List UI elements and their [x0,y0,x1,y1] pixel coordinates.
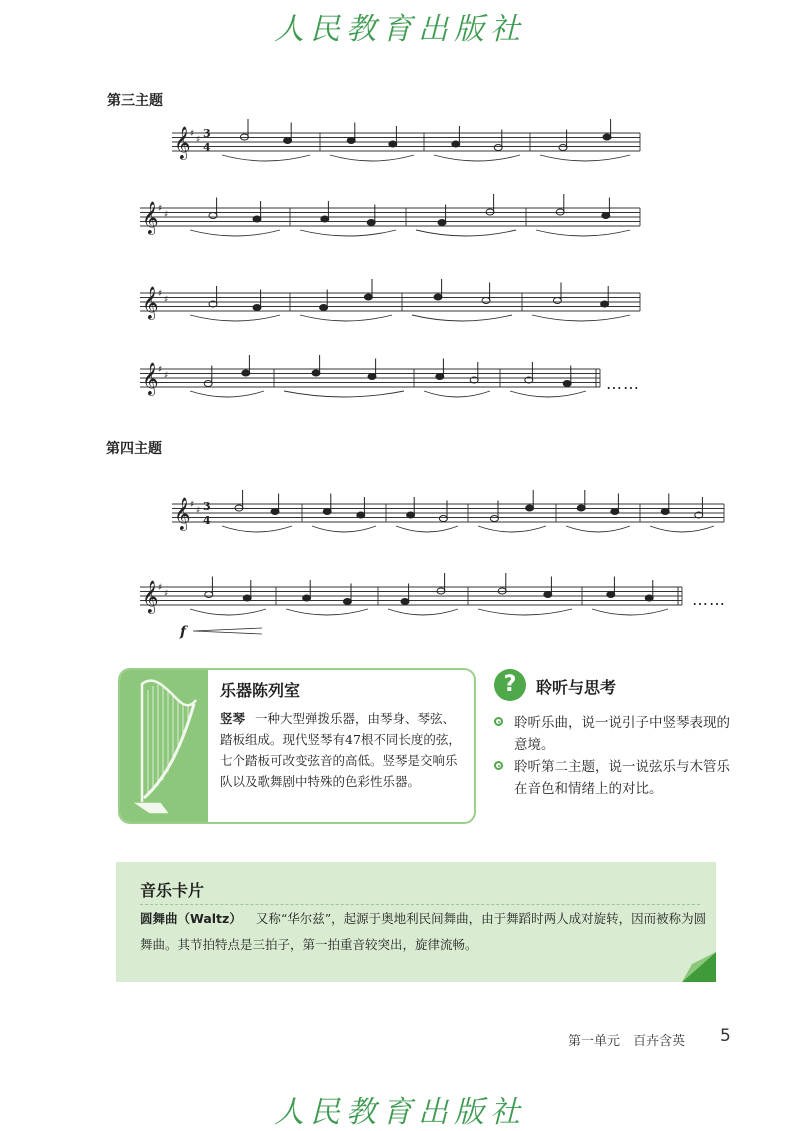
note-head [389,141,397,147]
sharp-icon: ♯ [196,506,201,516]
slur [190,315,280,321]
note-head [205,592,213,598]
note-head [577,505,585,511]
note-head [343,599,351,605]
slur [424,391,490,397]
question-icon: ? [494,669,526,701]
svg-text:4: 4 [203,514,211,527]
slur [650,526,714,532]
music-card-divider [140,904,700,905]
slur [510,391,586,397]
publisher-logo-bottom: 人民教育出版社 [274,1095,526,1130]
note-head [498,588,506,594]
slur [190,609,266,615]
slur [222,526,292,532]
treble-clef-icon: 𝄞 [142,201,159,234]
note-head [439,516,447,522]
note-head [347,138,355,144]
instrument-showcase-box [118,668,476,824]
bullet-icon [494,761,503,770]
note-head [452,141,460,147]
slur [312,526,376,532]
publisher-logo-top: 人民教育出版社 [274,12,526,47]
note-head [438,220,446,226]
note-head [607,592,615,598]
music-card [116,862,716,982]
slur [536,230,630,236]
note-head [559,145,567,151]
treble-clef-icon: 𝄞 [142,580,159,613]
note-head [209,213,217,219]
page-number: 5 [720,1026,731,1046]
harp-image-panel [120,670,208,822]
slur [434,155,520,161]
listen-think-item-text: 聆听乐曲，说一说引子中竖琴表现的意境。 [514,715,730,753]
sharp-icon: ♯ [164,589,169,599]
note-head [367,220,375,226]
note-head [553,298,561,304]
sharp-icon: ♯ [158,583,163,593]
note-head [312,370,320,376]
instrument-term: 竖琴 [220,711,246,726]
slur [532,315,630,321]
note-head [401,599,409,605]
instrument-description-text: 一种大型弹拨乐器，由琴身、琴弦、踏板组成。现代竖琴有47根不同长度的弦，七个踏板可改变弦音的高低。竖琴是交响乐队以及歌舞剧中特殊的色彩性乐器。 [220,711,461,789]
third-theme-continuation: …… [606,374,640,393]
note-head [601,301,609,307]
note-head [271,509,279,515]
note-head [357,512,365,518]
note-head [243,595,251,601]
slur [540,155,630,161]
note-head [437,588,445,594]
note-head [436,374,444,380]
slur [396,526,458,532]
sharp-icon: ♯ [164,371,169,381]
sharp-icon: ♯ [164,210,169,220]
note-head [364,294,372,300]
slur [300,230,396,236]
note-head [602,213,610,219]
treble-clef-icon: 𝄞 [142,286,159,319]
svg-text:4: 4 [203,141,211,154]
sharp-icon: ♯ [190,129,195,139]
slur [478,609,572,615]
sharp-icon: ♯ [164,295,169,305]
slur [566,526,630,532]
note-head [556,209,564,215]
note-head [240,134,248,140]
bullet-icon [494,717,503,726]
note-head [645,595,653,601]
treble-clef-icon: 𝄞 [142,362,159,395]
svg-text:3: 3 [203,127,211,140]
note-head [284,138,292,144]
slur [416,230,516,236]
music-card-text [140,906,712,958]
page-curl-corner [682,952,716,982]
note-head [482,298,490,304]
listen-think-item-text: 聆听第二主题，说一说弦乐与木管乐在音色和情绪上的对比。 [514,759,730,797]
dynamic-forte: f [180,624,187,640]
slur [330,155,414,161]
music-card-description: 又称“华尔兹”，起源于奥地利民间舞曲，由于舞蹈时两人成对旋转，因而被称为圆舞曲。其节拍特点是三拍子，第一拍重音较突出，旋律流畅。 [140,911,707,952]
treble-clef-icon: 𝄞 [174,126,191,159]
fourth-theme-title: 第四主题 [106,441,162,457]
slur [412,315,512,321]
note-head [434,294,442,300]
decrescendo-hairpin [193,628,262,634]
note-head [323,509,331,515]
fourth-theme-continuation: …… [692,590,726,609]
slur [190,391,264,397]
slur [300,315,392,321]
slur [592,609,668,615]
sharp-icon: ♯ [158,365,163,375]
note-head [242,370,250,376]
slur [284,391,404,397]
note-head [611,509,619,515]
slur [286,609,368,615]
slur [190,230,280,236]
sharp-icon: ♯ [190,500,195,510]
instrument-description [220,708,466,792]
slur [478,526,546,532]
note-head [526,505,534,511]
harp-icon [120,670,208,822]
note-head [253,216,261,222]
footer-unit: 第一单元 百卉含英 [568,1034,686,1049]
music-card-title: 音乐卡片 [140,881,205,900]
listen-think-title: 聆听与思考 [536,678,617,697]
note-head [204,381,212,387]
note-head [544,592,552,598]
listen-think-item [494,712,730,756]
note-head [490,516,498,522]
sharp-icon: ♯ [158,204,163,214]
note-head [368,374,376,380]
note-head [303,595,311,601]
svg-text:3: 3 [203,500,211,513]
note-head [486,209,494,215]
note-head [407,512,415,518]
music-card-term: 圆舞曲（Waltz） [140,911,242,926]
note-head [661,509,669,515]
note-head [603,134,611,140]
slur [388,609,458,615]
note-head [320,305,328,311]
sharp-icon: ♯ [158,289,163,299]
treble-clef-icon: 𝄞 [174,497,191,530]
note-head [253,305,261,311]
slur [222,155,310,161]
sharp-icon: ♯ [196,135,201,145]
note-head [494,145,502,151]
note-head [563,381,571,387]
instrument-box-title: 乐器陈列室 [220,681,301,700]
third-theme-title: 第三主题 [107,93,163,109]
note-head [235,505,243,511]
note-head [321,216,329,222]
listen-think-item [494,756,730,800]
